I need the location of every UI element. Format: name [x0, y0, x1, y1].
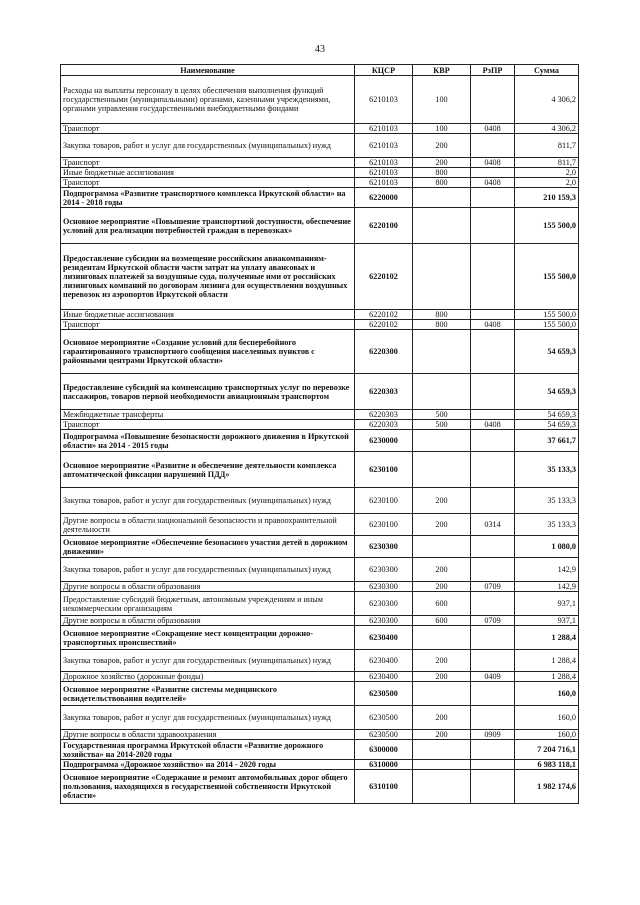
row-name-cell: Предоставление субсидий на компенсацию транспортных услуг по перевозке пассажиров, товаров первой необходимости авиационным транспортом	[61, 374, 355, 410]
row-kcsr-cell: 6230100	[355, 514, 413, 536]
table-row	[61, 706, 579, 730]
row-sum-cell: 937,1	[515, 592, 579, 616]
row-sum-cell: 210 159,3	[515, 188, 579, 208]
row-kcsr-cell: 6230000	[355, 430, 413, 452]
table-row	[61, 124, 579, 134]
row-kvr-cell	[413, 430, 471, 452]
row-sum-cell: 155 500,0	[515, 208, 579, 244]
row-kcsr-cell: 6230300	[355, 558, 413, 582]
table-row	[61, 330, 579, 374]
row-kvr-cell: 200	[413, 488, 471, 514]
row-sum-cell: 937,1	[515, 616, 579, 626]
table-header-row	[61, 65, 579, 76]
table-row	[61, 158, 579, 168]
row-kvr-cell: 100	[413, 76, 471, 124]
row-kvr-cell: 500	[413, 420, 471, 430]
row-name-cell: Закупка товаров, работ и услуг для государственных (муниципальных) нужд	[61, 488, 355, 514]
row-sum-cell: 1 288,4	[515, 650, 579, 672]
row-kcsr-cell: 6220000	[355, 188, 413, 208]
row-kcsr-cell: 6230500	[355, 730, 413, 740]
row-kvr-cell	[413, 740, 471, 760]
row-sum-cell: 1 080,0	[515, 536, 579, 558]
row-kcsr-cell: 6220102	[355, 320, 413, 330]
table-row	[61, 740, 579, 760]
row-sum-cell: 6 983 118,1	[515, 760, 579, 770]
row-kvr-cell: 200	[413, 706, 471, 730]
row-name-cell: Закупка товаров, работ и услуг для государственных (муниципальных) нужд	[61, 558, 355, 582]
row-kvr-cell	[413, 330, 471, 374]
row-rzpr-cell	[471, 626, 515, 650]
table-row	[61, 672, 579, 682]
row-kcsr-cell: 6230300	[355, 582, 413, 592]
table-row	[61, 420, 579, 430]
row-rzpr-cell	[471, 760, 515, 770]
row-kcsr-cell: 6220102	[355, 310, 413, 320]
row-kcsr-cell: 6230400	[355, 672, 413, 682]
header-kvr: КВР	[413, 65, 471, 76]
row-rzpr-cell: 0408	[471, 178, 515, 188]
table-row	[61, 374, 579, 410]
row-kcsr-cell: 6310000	[355, 760, 413, 770]
row-kcsr-cell: 6220303	[355, 410, 413, 420]
row-kcsr-cell: 6230300	[355, 592, 413, 616]
row-sum-cell: 37 661,7	[515, 430, 579, 452]
row-name-cell: Основное мероприятие «Развитие системы медицинского освидетельствования водителей»	[61, 682, 355, 706]
table-row	[61, 616, 579, 626]
row-name-cell: Основное мероприятие «Обеспечение безопасного участия детей в дорожном движении»	[61, 536, 355, 558]
row-rzpr-cell: 0709	[471, 582, 515, 592]
table-row	[61, 592, 579, 616]
row-name-cell: Предоставление субсидии на возмещение российским авиакомпаниям-резидентам Иркутской области части затрат на уплату авансовых и лизинговых платежей за воздушные суда, полученные ими от российских лизинговых компаний по договорам лизинга для осуществления воздушных перевозок из аэропортов Иркутской области	[61, 244, 355, 310]
row-kcsr-cell: 6210103	[355, 178, 413, 188]
row-kvr-cell	[413, 208, 471, 244]
row-kcsr-cell: 6220300	[355, 330, 413, 374]
row-rzpr-cell: 0314	[471, 514, 515, 536]
table-row	[61, 134, 579, 158]
table-row	[61, 430, 579, 452]
row-name-cell: Иные бюджетные ассигнования	[61, 310, 355, 320]
row-rzpr-cell	[471, 592, 515, 616]
row-sum-cell: 35 133,3	[515, 488, 579, 514]
row-kvr-cell: 800	[413, 320, 471, 330]
row-name-cell: Основное мероприятие «Развитие и обеспечение деятельности комплекса автоматической фиксации нарушений ПДД»	[61, 452, 355, 488]
row-rzpr-cell	[471, 374, 515, 410]
row-rzpr-cell	[471, 168, 515, 178]
row-rzpr-cell	[471, 558, 515, 582]
row-kvr-cell	[413, 760, 471, 770]
row-sum-cell: 54 659,3	[515, 410, 579, 420]
row-rzpr-cell	[471, 330, 515, 374]
row-name-cell: Закупка товаров, работ и услуг для государственных (муниципальных) нужд	[61, 706, 355, 730]
row-kvr-cell	[413, 374, 471, 410]
row-rzpr-cell	[471, 310, 515, 320]
row-sum-cell: 1 982 174,6	[515, 770, 579, 804]
row-kvr-cell	[413, 770, 471, 804]
table-row	[61, 488, 579, 514]
row-kcsr-cell: 6230400	[355, 626, 413, 650]
row-rzpr-cell	[471, 706, 515, 730]
row-kcsr-cell: 6230300	[355, 616, 413, 626]
table-row	[61, 168, 579, 178]
row-kvr-cell: 800	[413, 178, 471, 188]
budget-table	[60, 64, 579, 804]
row-kvr-cell	[413, 188, 471, 208]
row-name-cell: Подпрограмма «Развитие транспортного комплекса Иркутской области» на 2014 - 2018 годы	[61, 188, 355, 208]
table-row	[61, 244, 579, 310]
row-sum-cell: 811,7	[515, 134, 579, 158]
page-number: 43	[315, 44, 325, 55]
row-kcsr-cell: 6230500	[355, 706, 413, 730]
row-kvr-cell: 600	[413, 616, 471, 626]
row-kvr-cell: 200	[413, 514, 471, 536]
table-body	[61, 76, 579, 804]
row-rzpr-cell: 0409	[471, 672, 515, 682]
row-name-cell: Дорожное хозяйство (дорожные фонды)	[61, 672, 355, 682]
row-kvr-cell: 200	[413, 582, 471, 592]
table-row	[61, 536, 579, 558]
row-name-cell: Основное мероприятие «Повышение транспортной доступности, обеспечение условий для реализации потребностей граждан в перевозках»	[61, 208, 355, 244]
row-sum-cell: 155 500,0	[515, 310, 579, 320]
row-sum-cell: 155 500,0	[515, 320, 579, 330]
row-rzpr-cell	[471, 244, 515, 310]
row-kcsr-cell: 6210103	[355, 76, 413, 124]
table-row	[61, 682, 579, 706]
row-rzpr-cell	[471, 188, 515, 208]
row-kvr-cell	[413, 536, 471, 558]
row-name-cell: Транспорт	[61, 124, 355, 134]
row-sum-cell: 54 659,3	[515, 374, 579, 410]
table-row	[61, 760, 579, 770]
row-kcsr-cell: 6220303	[355, 420, 413, 430]
row-kcsr-cell: 6230400	[355, 650, 413, 672]
row-name-cell: Транспорт	[61, 420, 355, 430]
row-rzpr-cell: 0408	[471, 124, 515, 134]
row-name-cell: Другие вопросы в области национальной безопасности и правоохранительной деятельности	[61, 514, 355, 536]
row-kvr-cell: 500	[413, 410, 471, 420]
table-row	[61, 626, 579, 650]
row-kvr-cell: 200	[413, 672, 471, 682]
row-kcsr-cell: 6210103	[355, 134, 413, 158]
row-kvr-cell: 200	[413, 558, 471, 582]
row-sum-cell: 811,7	[515, 158, 579, 168]
table-row	[61, 514, 579, 536]
row-rzpr-cell	[471, 536, 515, 558]
row-rzpr-cell: 0709	[471, 616, 515, 626]
row-rzpr-cell: 0909	[471, 730, 515, 740]
table-row	[61, 310, 579, 320]
table-row	[61, 208, 579, 244]
row-sum-cell: 4 306,2	[515, 124, 579, 134]
row-name-cell: Основное мероприятие «Создание условий для бесперебойного гарантированного транспортного сообщения населенных пунктов с районными центрами Иркутской области»	[61, 330, 355, 374]
row-kcsr-cell: 6230500	[355, 682, 413, 706]
row-name-cell: Межбюджетные трансферты	[61, 410, 355, 420]
row-kvr-cell: 200	[413, 134, 471, 158]
row-rzpr-cell	[471, 770, 515, 804]
row-kvr-cell	[413, 682, 471, 706]
table-row	[61, 582, 579, 592]
header-rzpr: РзПР	[471, 65, 515, 76]
row-kcsr-cell: 6310100	[355, 770, 413, 804]
table-row	[61, 770, 579, 804]
row-kvr-cell: 800	[413, 310, 471, 320]
row-kvr-cell	[413, 244, 471, 310]
row-name-cell: Государственная программа Иркутской области «Развитие дорожного хозяйства» на 2014-2020 годы	[61, 740, 355, 760]
row-sum-cell: 54 659,3	[515, 330, 579, 374]
row-name-cell: Расходы на выплаты персоналу в целях обеспечения выполнения функций государственными (муниципальными) органами, казенными учреждениями, органами управления государственными внебюджетными фондами	[61, 76, 355, 124]
row-sum-cell: 160,0	[515, 682, 579, 706]
row-kcsr-cell: 6210103	[355, 158, 413, 168]
row-rzpr-cell	[471, 410, 515, 420]
row-rzpr-cell	[471, 682, 515, 706]
row-rzpr-cell: 0408	[471, 158, 515, 168]
row-kvr-cell: 200	[413, 730, 471, 740]
row-sum-cell: 35 133,3	[515, 452, 579, 488]
row-kcsr-cell: 6220100	[355, 208, 413, 244]
header-kcsr: КЦСР	[355, 65, 413, 76]
row-kvr-cell: 200	[413, 158, 471, 168]
row-sum-cell: 160,0	[515, 706, 579, 730]
row-rzpr-cell	[471, 134, 515, 158]
row-name-cell: Предоставление субсидий бюджетным, автономным учреждениям и иным некоммерческим организациям	[61, 592, 355, 616]
row-kvr-cell: 600	[413, 592, 471, 616]
table-row	[61, 650, 579, 672]
row-kcsr-cell: 6230100	[355, 452, 413, 488]
row-sum-cell: 35 133,3	[515, 514, 579, 536]
row-rzpr-cell: 0408	[471, 420, 515, 430]
row-rzpr-cell	[471, 488, 515, 514]
table-row	[61, 730, 579, 740]
row-name-cell: Другие вопросы в области образования	[61, 616, 355, 626]
row-sum-cell: 160,0	[515, 730, 579, 740]
row-kvr-cell: 100	[413, 124, 471, 134]
row-name-cell: Закупка товаров, работ и услуг для государственных (муниципальных) нужд	[61, 134, 355, 158]
row-sum-cell: 1 288,4	[515, 626, 579, 650]
row-sum-cell: 1 288,4	[515, 672, 579, 682]
row-kvr-cell	[413, 626, 471, 650]
row-rzpr-cell	[471, 430, 515, 452]
row-kcsr-cell: 6230300	[355, 536, 413, 558]
header-sum: Сумма	[515, 65, 579, 76]
row-name-cell: Другие вопросы в области образования	[61, 582, 355, 592]
row-name-cell: Подпрограмма «Дорожное хозяйство» на 2014 - 2020 годы	[61, 760, 355, 770]
table-row	[61, 410, 579, 420]
row-sum-cell: 4 306,2	[515, 76, 579, 124]
row-rzpr-cell	[471, 740, 515, 760]
row-rzpr-cell	[471, 650, 515, 672]
row-sum-cell: 7 204 716,1	[515, 740, 579, 760]
row-kcsr-cell: 6300000	[355, 740, 413, 760]
row-kvr-cell	[413, 452, 471, 488]
table-row	[61, 558, 579, 582]
row-kcsr-cell: 6210103	[355, 168, 413, 178]
row-sum-cell: 54 659,3	[515, 420, 579, 430]
row-kcsr-cell: 6220303	[355, 374, 413, 410]
row-kvr-cell: 200	[413, 650, 471, 672]
row-sum-cell: 2,0	[515, 168, 579, 178]
row-sum-cell: 155 500,0	[515, 244, 579, 310]
row-rzpr-cell	[471, 452, 515, 488]
row-sum-cell: 142,9	[515, 582, 579, 592]
header-name: Наименование	[61, 65, 355, 76]
row-name-cell: Закупка товаров, работ и услуг для государственных (муниципальных) нужд	[61, 650, 355, 672]
row-name-cell: Другие вопросы в области здравоохранения	[61, 730, 355, 740]
row-name-cell: Транспорт	[61, 158, 355, 168]
table-row	[61, 178, 579, 188]
table-row	[61, 452, 579, 488]
row-sum-cell: 142,9	[515, 558, 579, 582]
row-name-cell: Транспорт	[61, 320, 355, 330]
row-kcsr-cell: 6230100	[355, 488, 413, 514]
row-name-cell: Иные бюджетные ассигнования	[61, 168, 355, 178]
table-row	[61, 188, 579, 208]
row-rzpr-cell: 0408	[471, 320, 515, 330]
row-rzpr-cell	[471, 208, 515, 244]
table-row	[61, 76, 579, 124]
row-name-cell: Подпрограмма «Повышение безопасности дорожного движения в Иркутской области» на 2014 - 2015 годы	[61, 430, 355, 452]
row-kcsr-cell: 6210103	[355, 124, 413, 134]
row-name-cell: Основное мероприятие «Сокращение мест концентрации дорожно-транспортных происшествий»	[61, 626, 355, 650]
row-kcsr-cell: 6220102	[355, 244, 413, 310]
row-sum-cell: 2,0	[515, 178, 579, 188]
row-kvr-cell: 800	[413, 168, 471, 178]
table-row	[61, 320, 579, 330]
row-name-cell: Транспорт	[61, 178, 355, 188]
row-name-cell: Основное мероприятие «Содержание и ремонт автомобильных дорог общего пользования, находящихся в государственной собственности Иркутской области»	[61, 770, 355, 804]
row-rzpr-cell	[471, 76, 515, 124]
